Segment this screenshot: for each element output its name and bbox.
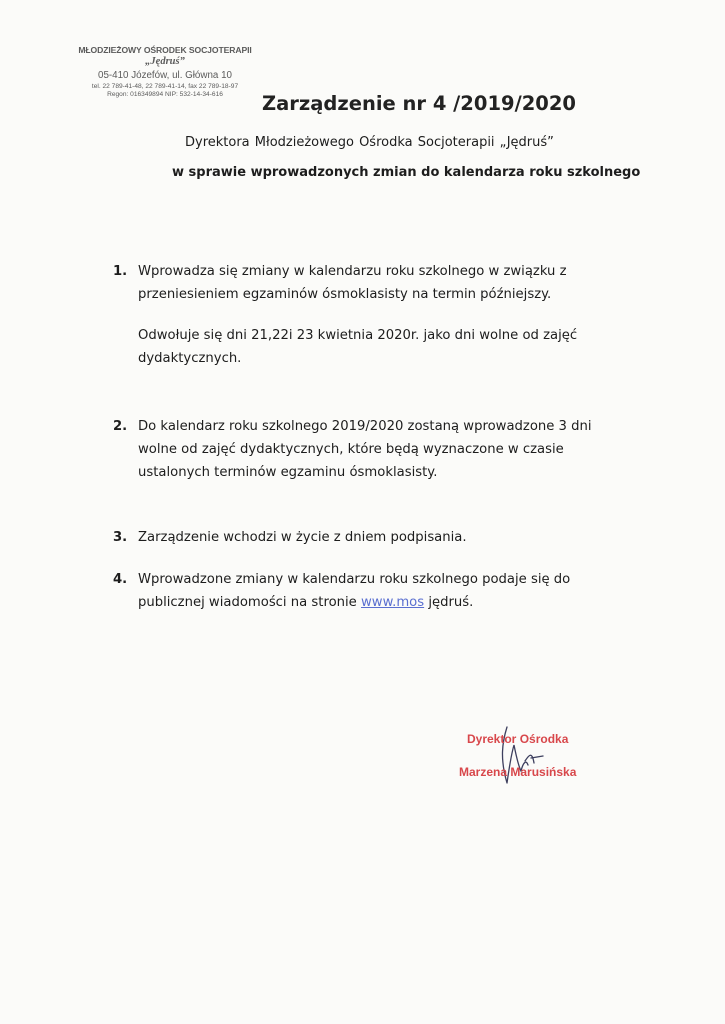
document-subject: w sprawie wprowadzonych zmian do kalendarza roku szkolnego [172,165,641,180]
list-item [113,260,633,370]
item-number: 1. [113,264,128,279]
document-subtitle: Dyrektora Młodzieżowego Ośrodka Socjoterapii „Jędruś” [185,135,554,150]
stamp-phones: tel. 22 789-41-48, 22 789-41-14, fax 22 789-18-97 [91,83,239,90]
list-item [113,415,633,484]
website-link[interactable]: www.mos [361,595,425,610]
item-paragraph: Zarządzenie wchodzi w życie z dniem podpisania. [138,530,467,545]
item-paragraph: Wprowadza się zmiany w kalendarzu roku szkolnego w związku z przeniesieniem egzaminów ósmoklasisty na termin późniejszy. [138,264,567,302]
stamp-address: 05-410 Józefów, ul. Główna 10 [98,70,232,81]
stamp-institution: MŁODZIEŻOWY OŚRODEK SOCJOTERAPII [78,45,252,55]
item-text-after: jędruś. [424,595,474,610]
item-paragraph: Odwołuje się dni 21,22i 23 kwietnia 2020r. jako dni wolne od zajęć dydaktycznych. [138,328,578,366]
list-item [113,568,633,614]
signature-role: Dyrektor Ośrodka [467,732,569,746]
signature-name: Marzena Marusińska [459,765,577,779]
document-title: Zarządzenie nr 4 /2019/2020 [262,92,576,115]
stamp-name: „Jędruś” [145,56,185,67]
item-paragraph: Do kalendarz roku szkolnego 2019/2020 zostaną wprowadzone 3 dni wolne od zajęć dydaktycznych, które będą wyznaczone w czasie ustalonych terminów egzaminu ósmoklasisty. [138,419,592,480]
item-number: 2. [113,419,128,434]
stamp-ids: Regon: 016349894 NIP: 532-14-34-616 [107,91,223,98]
item-number: 4. [113,572,128,587]
item-text-before: Wprowadzone zmiany w kalendarzu roku szkolnego podaje się do publicznej wiadomości na stronie [138,572,571,610]
list-item [113,526,633,549]
item-number: 3. [113,530,128,545]
institution-stamp [60,45,270,98]
